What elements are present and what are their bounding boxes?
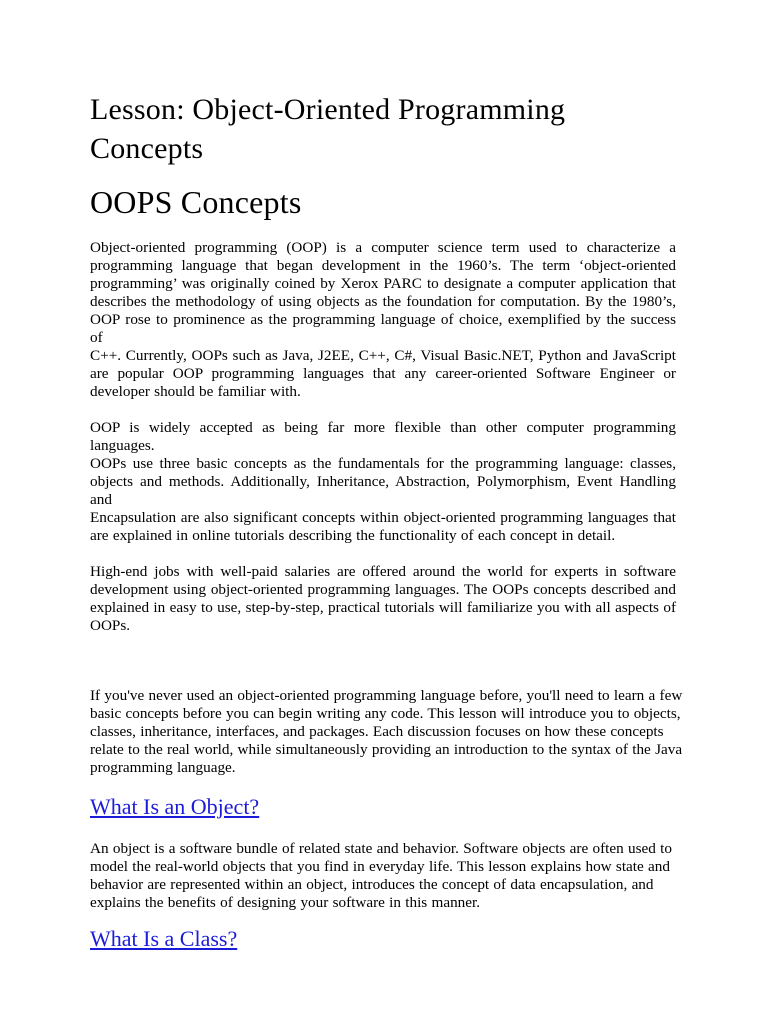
page-title: Lesson: Object-Oriented Programming Concepts [90, 93, 566, 165]
link-what-is-an-object[interactable]: What Is an Object? [90, 794, 260, 819]
section-heading-oops-concepts: OOPS Concepts [90, 184, 302, 220]
paragraph-lesson-intro: If you've never used an object-oriented programming language before, you'll need to learn a few basic concepts before you can begin writing any code. This lesson will introduce you to objects, classes, inheritance, interfaces, and packages. Each discussion focuses on how these concepts relate to the real world, while simultaneously providing an introduction to the syntax of the Java programming language. [90, 687, 683, 776]
paragraph-oop-flexibility: OOP is widely accepted as being far more flexible than other computer programming languages. OOPs use three basic concepts as the fundamentals for the programming language: classes, objects and methods. Additionally, Inheritance, Abstraction, Polymorphism, Event Handling and Encapsulation are also significant concepts within object-oriented programming languages that are explained in online tutorials describing the functionality of each concept in detail. [90, 419, 676, 544]
paragraph-high-end-jobs: High-end jobs with well-paid salaries are offered around the world for experts in software development using object-oriented programming languages. The OOPs concepts described and explained in easy to use, step-by-step, practical tutorials will familiarize you with all aspects of OOPs. [90, 563, 676, 634]
paragraph-oop-definition: Object-oriented programming (OOP) is a computer science term used to characterize a programming language that began development in the 1960’s. The term ‘object-oriented programming’ was originally coined by Xerox PARC to designate a computer application that describes the methodology of using objects as the foundation for computation. By the 1980’s, OOP rose to prominence as the programming language of choice, exemplified by the success of C++. Currently, OOPs such as Java, J2EE, C++, C#, Visual Basic.NET, Python and JavaScript are popular OOP programming languages that any career-oriented Software Engineer or developer should be familiar with. [90, 239, 676, 400]
link-what-is-a-class[interactable]: What Is a Class? [90, 926, 238, 951]
paragraph-object-description: An object is a software bundle of related state and behavior. Software objects are often used to model the real-world objects that you find in everyday life. This lesson explains how state and behavior are represented within an object, introduces the concept of data encapsulation, and explains the benefits of designing your software in this manner. [90, 840, 672, 911]
